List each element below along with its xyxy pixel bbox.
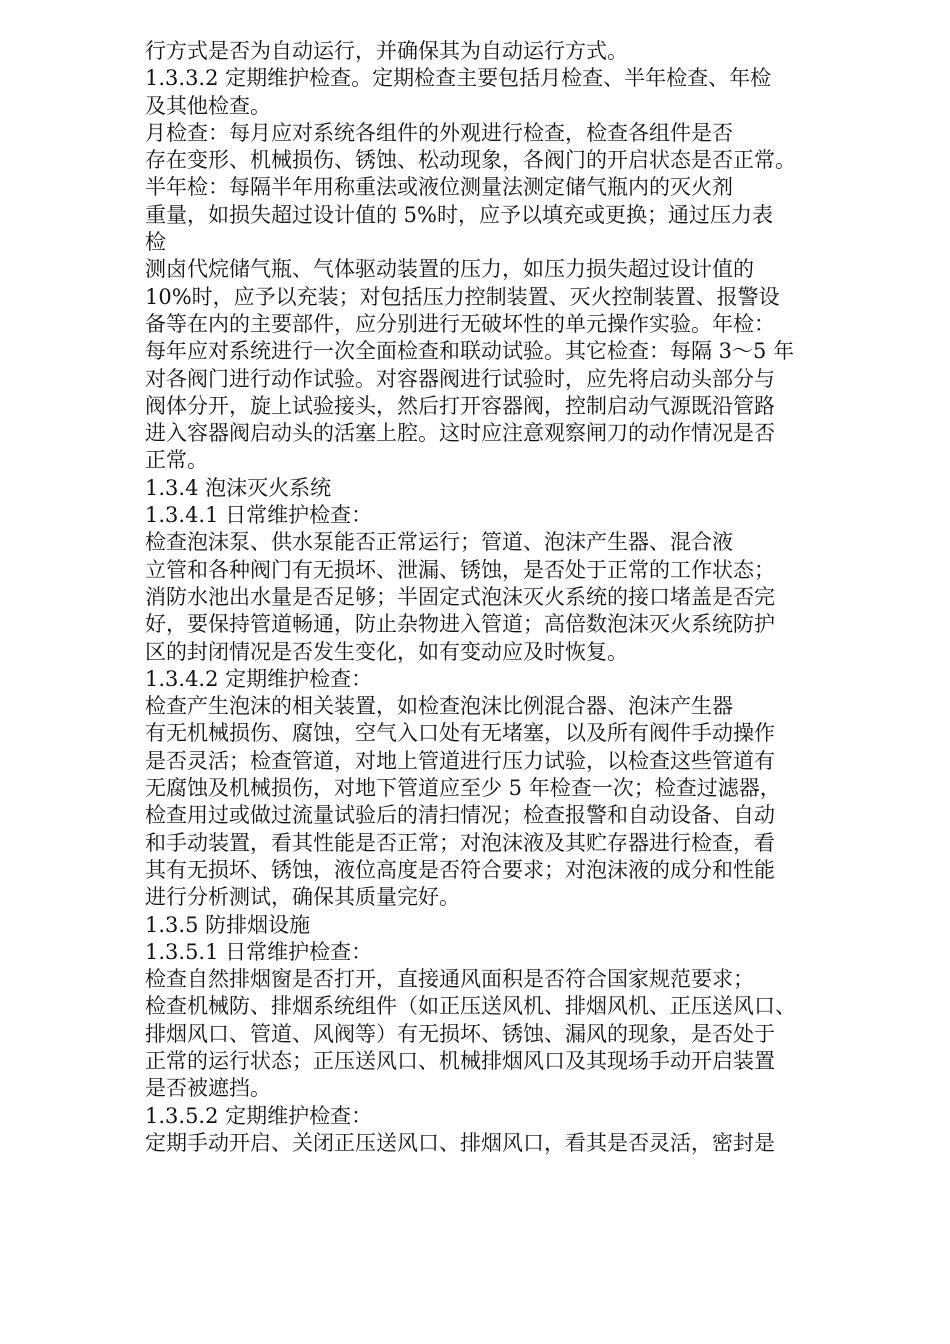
text-line: 每年应对系统进行一次全面检查和联动试验。其它检查：每隔 3～5 年: [145, 339, 795, 364]
text-line: 无腐蚀及机械损伤，对地下管道应至少 5 年检查一次；检查过滤器，: [145, 776, 781, 801]
text-line: 检查机械防、排烟系统组件（如正压送风机、排烟风机、正压送风口、: [145, 994, 796, 1019]
text-line: 月检查：每月应对系统各组件的外观进行检查，检查各组件是否: [145, 120, 733, 145]
text-line: 检查自然排烟窗是否打开，直接通风面积是否符合国家规范要求；: [145, 967, 754, 992]
text-line: 消防水池出水量是否足够；半固定式泡沫灭火系统的接口堵盖是否完: [145, 584, 775, 609]
text-line: 半年检：每隔半年用称重法或液位测量法测定储气瓶内的灭火剂: [145, 175, 733, 200]
text-line: 检查产生泡沫的相关装置，如检查泡沫比例混合器、泡沫产生器: [145, 694, 733, 719]
text-line: 是否被遮挡。: [145, 1076, 271, 1101]
text-line: 对各阀门进行动作试验。对容器阀进行试验时，应先将启动头部分与: [145, 366, 775, 391]
text-line: 立管和各种阀门有无损坏、泄漏、锈蚀，是否处于正常的工作状态；: [145, 557, 775, 582]
text-line: 有无机械损伤、腐蚀，空气入口处有无堵塞，以及所有阀件手动操作: [145, 721, 775, 746]
text-line: 区的封闭情况是否发生变化，如有变动应及时恢复。: [145, 639, 628, 664]
text-line: 定期手动开启、关闭正压送风口、排烟风口，看其是否灵活，密封是: [145, 1130, 775, 1155]
text-line: 和手动装置，看其性能是否正常；对泡沫液及其贮存器进行检查，看: [145, 830, 775, 855]
text-line: 好，要保持管道畅通，防止杂物进入管道；高倍数泡沫灭火系统防护: [145, 612, 775, 637]
text-line: 备等在内的主要部件，应分别进行无破坏性的单元操作实验。年检：: [145, 311, 775, 336]
text-line: 其有无损坏、锈蚀，液位高度是否符合要求；对泡沫液的成分和性能: [145, 857, 775, 882]
text-line: 10%时，应予以充装；对包括压力控制装置、灭火控制装置、报警设: [145, 284, 780, 309]
text-line: 及其他检查。: [145, 93, 271, 118]
text-line: 测卤代烷储气瓶、气体驱动装置的压力，如压力损失超过设计值的: [145, 257, 754, 282]
text-line: 检查用过或做过流量试验后的清扫情况；检查报警和自动设备、自动: [145, 803, 775, 828]
text-line: 进行分析测试，确保其质量完好。: [145, 885, 460, 910]
text-line: 正常。: [145, 448, 208, 473]
text-line: 检: [145, 230, 166, 255]
text-line: 进入容器阀启动头的活塞上腔。这时应注意观察闸刀的动作情况是否: [145, 421, 775, 446]
section-heading-1-3-4: 1.3.4 泡沫灭火系统: [145, 475, 332, 500]
section-heading-1-3-5-1: 1.3.5.1 日常维护检查：: [145, 939, 373, 964]
text-line: 重量，如损失超过设计值的 5%时，应予以填充或更换；通过压力表: [145, 202, 773, 227]
text-line: 存在变形、机械损伤、锈蚀、松动现象，各阀门的开启状态是否正常。: [145, 148, 796, 173]
text-line: 排烟风口、管道、风阀等）有无损坏、锈蚀、漏风的现象，是否处于: [145, 1021, 775, 1046]
section-heading-1-3-4-1: 1.3.4.1 日常维护检查：: [145, 503, 373, 528]
section-heading-1-3-5: 1.3.5 防排烟设施: [145, 912, 311, 937]
text-line: 行方式是否为自动运行，并确保其为自动运行方式。: [145, 39, 628, 63]
document-body: [145, 38, 885, 1157]
section-heading-1-3-5-2: 1.3.5.2 定期维护检查：: [145, 1103, 373, 1128]
section-heading-1-3-4-2: 1.3.4.2 定期维护检查：: [145, 666, 373, 691]
text-line: 阀体分开，旋上试验接头，然后打开容器阀，控制启动气源既沿管路: [145, 393, 775, 418]
text-line: 是否灵活；检查管道，对地上管道进行压力试验，以检查这些管道有: [145, 748, 775, 773]
section-heading-1-3-3-2: 1.3.3.2 定期维护检查。定期检查主要包括月检查、半年检查、年检: [145, 66, 772, 91]
text-line: 正常的运行状态；正压送风口、机械排烟风口及其现场手动开启装置: [145, 1048, 775, 1073]
text-line: 检查泡沫泵、供水泵能否正常运行；管道、泡沫产生器、混合液: [145, 530, 733, 555]
